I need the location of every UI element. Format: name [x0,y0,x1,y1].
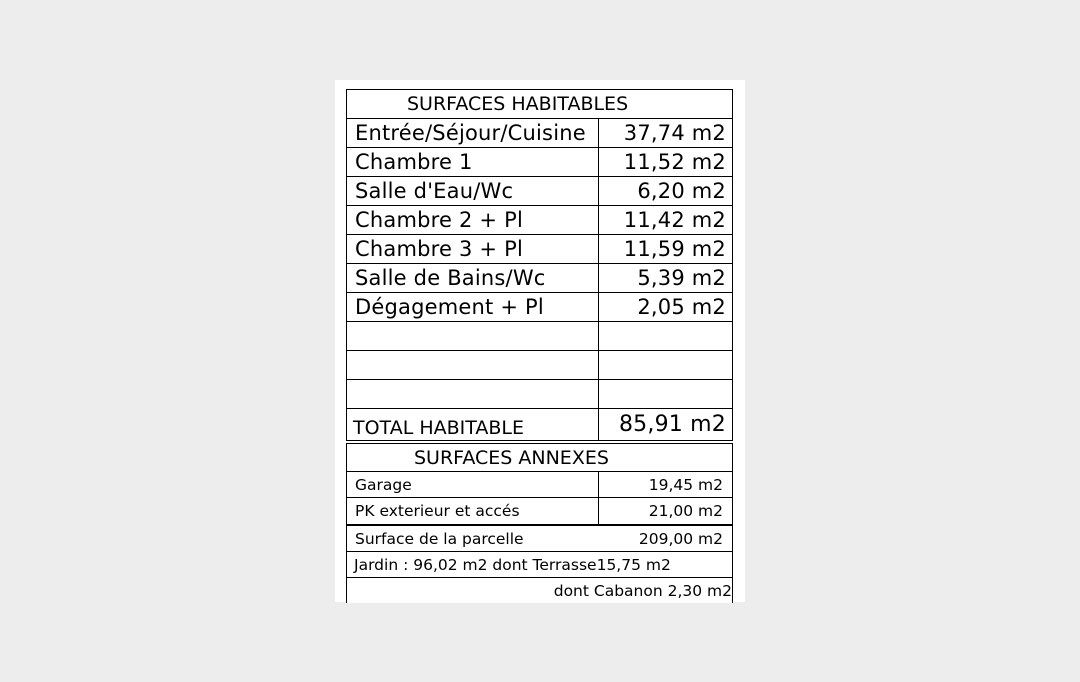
total-row [347,408,732,440]
room-area: 11,42 m2 [623,208,726,232]
table-row [347,118,732,147]
room-area: 2,05 m2 [637,295,726,319]
total-value: 85,91 m2 [618,412,726,437]
table-row [347,263,732,292]
table-row [347,234,732,263]
room-area: 11,59 m2 [623,237,726,261]
annex-area: 19,45 m2 [648,475,723,494]
empty-row [347,321,732,350]
table-row [347,497,732,524]
room-area: 11,52 m2 [623,150,726,174]
table-row [347,471,732,497]
room-area: 5,39 m2 [637,266,726,290]
parcel-row [347,524,732,551]
room-label: Salle de Bains/Wc [347,264,599,292]
garden-row [347,551,732,577]
room-area: 6,20 m2 [637,179,726,203]
shed-line: dont Cabanon 2,30 m2 [553,582,732,600]
habitable-surfaces-table [346,89,733,441]
habitable-title-row [347,90,732,118]
habitable-title: SURFACES HABITABLES [407,93,629,115]
room-area: 37,74 m2 [623,121,726,145]
total-label: TOTAL HABITABLE [347,409,599,440]
parcel-area: 209,00 m2 [638,529,723,548]
annexes-title-row [347,444,732,471]
annexes-title: SURFACES ANNEXES [414,446,609,469]
empty-row [347,379,732,408]
room-label: Entrée/Séjour/Cuisine [347,119,599,147]
room-label: Chambre 1 [347,148,599,176]
room-label: Salle d'Eau/Wc [347,177,599,205]
parcel-label: Surface de la parcelle [355,529,524,548]
table-row [347,292,732,321]
room-label: Chambre 2 + Pl [347,206,599,234]
table-row [347,176,732,205]
shed-row [347,577,732,604]
garden-line: Jardin : 96,02 m2 dont Terrasse15,75 m2 [354,555,671,574]
annex-label: Garage [347,472,599,497]
table-row [347,205,732,234]
annex-area: 21,00 m2 [648,502,723,520]
room-label: Dégagement + Pl [347,293,599,321]
empty-row [347,350,732,379]
annex-surfaces-table [346,443,733,603]
annex-label: PK exterieur et accés [347,498,599,524]
table-row [347,147,732,176]
room-label: Chambre 3 + Pl [347,235,599,263]
